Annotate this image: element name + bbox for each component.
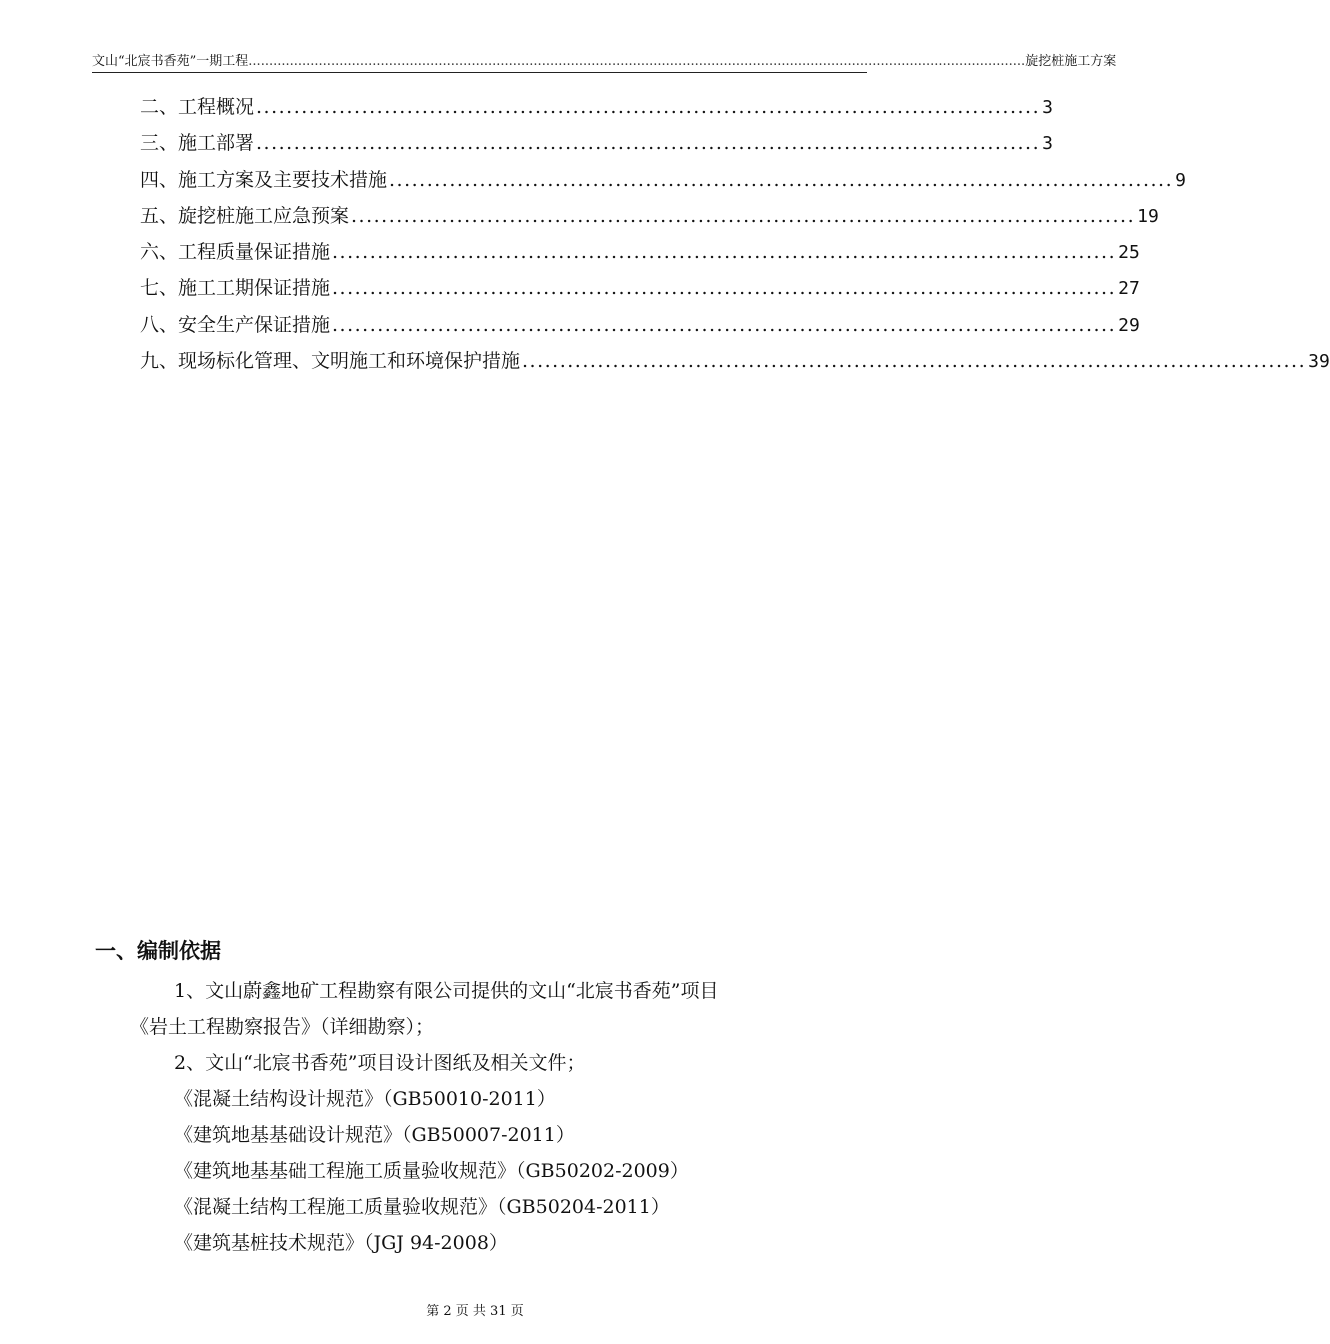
reference-standard: 《建筑地基基础设计规范》（GB50007-2011） [174,1124,575,1146]
toc-entry[interactable] [140,201,1159,237]
toc-entry[interactable] [140,273,1140,309]
toc-entry[interactable] [140,92,1053,128]
toc-entry[interactable] [140,346,1330,382]
header-project-name: 文山“北宸书香苑”一期工程 [92,54,249,69]
reference-standard: 《建筑地基基础工程施工质量验收规范》（GB50202-2009） [174,1160,689,1182]
toc-entry-title: 四、施工方案及主要技术措施 [140,168,388,191]
toc-dot-leader: ........................................................................................................ [389,168,1174,191]
section-heading: 一、编制依据 [95,939,221,963]
paragraph-line: 2、文山“北宸书香苑”项目设计图纸及相关文件； [174,1052,586,1074]
toc-dot-leader: ........................................................................................................ [522,350,1307,373]
toc-dot-leader: ........................................................................................................ [256,96,1041,118]
toc-entry-title: 七、施工工期保证措施 [140,277,331,300]
toc-entry[interactable] [140,165,1186,201]
toc-page-number: 3 [1042,133,1053,155]
toc-entry-title: 六、工程质量保证措施 [140,241,331,264]
header-document-title: 旋挖桩施工方案 [1025,54,1117,69]
toc-dot-leader: ........................................................................................................ [351,204,1136,227]
toc-entry-title: 九、现场标化管理、文明施工和环境保护措施 [140,350,521,373]
page-number-footer: 第 2 页 共 31 页 [426,1304,524,1319]
toc-entry[interactable] [140,128,1053,164]
toc-entry[interactable] [140,237,1140,273]
reference-standard: 《混凝土结构设计规范》（GB50010-2011） [174,1088,556,1110]
reference-standard: 《建筑基桩技术规范》（JGJ 94-2008） [174,1232,508,1254]
toc-entry[interactable] [140,310,1140,346]
toc-page-number: 25 [1118,242,1140,264]
page-header [92,50,1117,73]
toc-entry-title: 五、旋挖桩施工应急预案 [140,204,350,227]
toc-dot-leader: ........................................................................................................ [332,277,1117,300]
toc-page-number: 39 [1308,351,1330,373]
toc-entry-title: 二、工程概况 [140,96,255,118]
toc-dot-leader: ........................................................................................................ [256,132,1041,155]
reference-standard: 《混凝土结构工程施工质量验收规范》（GB50204-2011） [174,1196,670,1218]
toc-entry-title: 八、安全生产保证措施 [140,313,331,336]
toc-entry-title: 三、施工部署 [140,132,255,155]
toc-page-number: 19 [1137,205,1159,227]
toc-dot-leader: ........................................................................................................ [332,241,1117,264]
toc-page-number: 29 [1118,314,1140,336]
header-dot-leader: ............................................................................................................................................................................................ [248,54,1026,69]
paragraph-line: 《岩土工程勘察报告》（详细勘察）； [130,1016,435,1038]
toc-dot-leader: ........................................................................................................ [332,313,1117,336]
toc-page-number: 27 [1118,278,1140,300]
toc-page-number: 3 [1042,97,1053,118]
paragraph-line: 1、文山蔚鑫地矿工程勘察有限公司提供的文山“北宸书香苑”项目 [174,980,719,1002]
table-of-contents [140,92,1330,382]
toc-page-number: 9 [1175,169,1186,191]
